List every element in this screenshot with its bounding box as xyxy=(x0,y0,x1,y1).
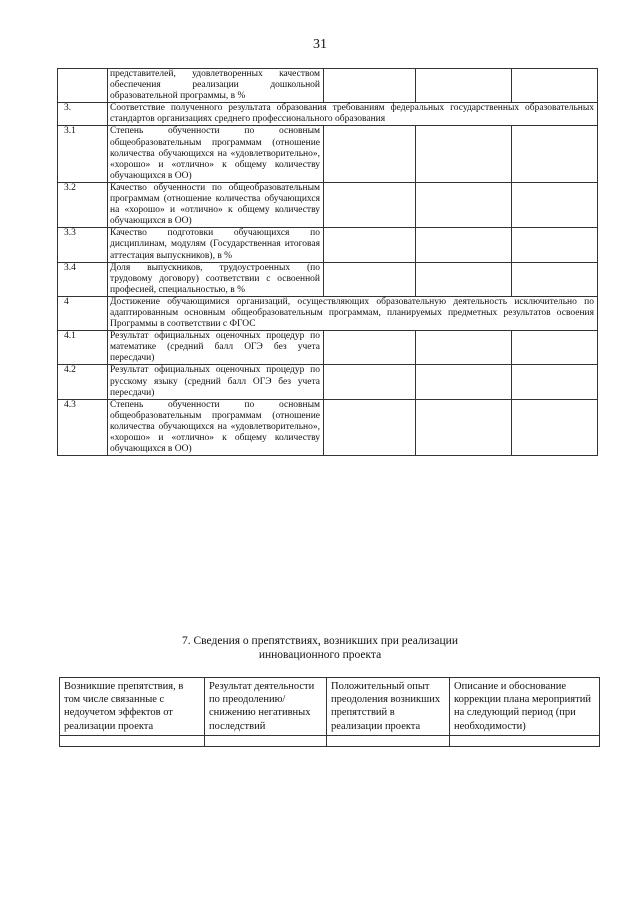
indicator-text: Достижение обучающимися организаций, осуществляющих образовательную деятельность исключительно по адаптированным основным общеобразовательным программам, планируемых предметных результатов освоения Программы в соответствии с ФГОС xyxy=(108,296,598,330)
row-number: 3.1 xyxy=(58,126,108,182)
table-cell xyxy=(324,182,416,227)
row-number: 3.3 xyxy=(58,228,108,262)
section-title-line: инновационного проекта xyxy=(258,648,382,661)
indicator-text: Результат официальных оценочных процедур по математике (средний балл ОГЭ без учета пересдачи) xyxy=(108,331,324,365)
table-header-row xyxy=(60,678,600,736)
column-header: Результат деятельности по преодолению/снижению негативных последствий xyxy=(205,678,327,736)
table-cell xyxy=(416,182,512,227)
table-row xyxy=(58,228,598,262)
row-number: 3. xyxy=(58,103,108,126)
table-cell xyxy=(324,365,416,399)
column-header: Возникшие препятствия, в том числе связанные с недоучетом эффектов от реализации проекта xyxy=(60,678,205,736)
indicator-text: Качество обученности по общеобразовательным программам (отношение количества обучающихся на «хорошо» и «отлично» к общему количеству обучающихся в ОО) xyxy=(108,182,324,227)
row-number: 3.4 xyxy=(58,262,108,296)
table-cell xyxy=(60,735,205,746)
row-number: 4.2 xyxy=(58,365,108,399)
table-cell xyxy=(512,69,598,103)
page-number: 31 xyxy=(313,37,327,52)
section-title xyxy=(0,635,640,662)
table-row xyxy=(58,69,598,103)
column-header: Описание и обоснование коррекции плана мероприятий на следующий период (при необходимости) xyxy=(450,678,600,736)
table-cell xyxy=(512,262,598,296)
table-row xyxy=(58,182,598,227)
row-number: 4.1 xyxy=(58,331,108,365)
indicator-text: Доля выпускников, трудоустроенных (по трудовому договору) соответствии с освоенной професией, специальностью, в % xyxy=(108,262,324,296)
indicator-text: Степень обученности по основным общеобразовательным программам (отношение количества обучающихся на «удовлетворительно», «хорошо» и «отлично» к общему количеству обучающихся в ОО) xyxy=(108,126,324,182)
table-cell xyxy=(416,399,512,455)
table-cell xyxy=(512,331,598,365)
row-number: 3.2 xyxy=(58,182,108,227)
table-cell xyxy=(324,69,416,103)
table-row xyxy=(58,399,598,455)
table-cell xyxy=(324,331,416,365)
row-number: 4.3 xyxy=(58,399,108,455)
indicator-text: Качество подготовки обучающихся по дисциплинам, модулям (Государственная итоговая аттестация выпускников), в % xyxy=(108,228,324,262)
table-row xyxy=(58,365,598,399)
table-row xyxy=(60,735,600,746)
indicator-text: Соответствие полученного результата образования требованиям федеральных государственных образовательных стандартов организациях среднего профессионального образования xyxy=(108,103,598,126)
table-cell xyxy=(416,69,512,103)
table-cell xyxy=(416,262,512,296)
table-row xyxy=(58,262,598,296)
table-cell xyxy=(205,735,327,746)
table-cell xyxy=(58,69,108,103)
table-cell xyxy=(324,262,416,296)
obstacles-table xyxy=(59,677,600,747)
table-row xyxy=(58,331,598,365)
column-header: Положительный опыт преодоления возникших препятствий в реализации проекта xyxy=(327,678,450,736)
table-cell xyxy=(416,365,512,399)
table-cell xyxy=(512,365,598,399)
section-title-line: 7. Сведения о препятствиях, возникших при реализации xyxy=(182,635,458,647)
table-cell xyxy=(450,735,600,746)
table-row xyxy=(58,296,598,330)
indicator-text: Результат официальных оценочных процедур по русскому языку (средний балл ОГЭ без учета пересдачи) xyxy=(108,365,324,399)
table-cell xyxy=(416,331,512,365)
row-number: 4 xyxy=(58,296,108,330)
table-cell xyxy=(512,182,598,227)
table-cell xyxy=(324,126,416,182)
table-cell xyxy=(416,228,512,262)
indicator-text: Степень обученности по основным общеобразовательным программам (отношение количества обучающихся на «удовлетворительно», «хорошо» и «отлично» к общему количеству обучающихся в ОО) xyxy=(108,399,324,455)
table-cell xyxy=(512,399,598,455)
table-cell xyxy=(327,735,450,746)
table-cell xyxy=(512,228,598,262)
indicator-text: представителей, удовлетворенных качеством обеспечения реализации дошкольной образовательной программы, в % xyxy=(108,69,324,103)
table-cell xyxy=(512,126,598,182)
table-cell xyxy=(324,399,416,455)
table-row xyxy=(58,126,598,182)
indicators-table xyxy=(57,68,598,456)
table-cell xyxy=(416,126,512,182)
table-row xyxy=(58,103,598,126)
table-cell xyxy=(324,228,416,262)
